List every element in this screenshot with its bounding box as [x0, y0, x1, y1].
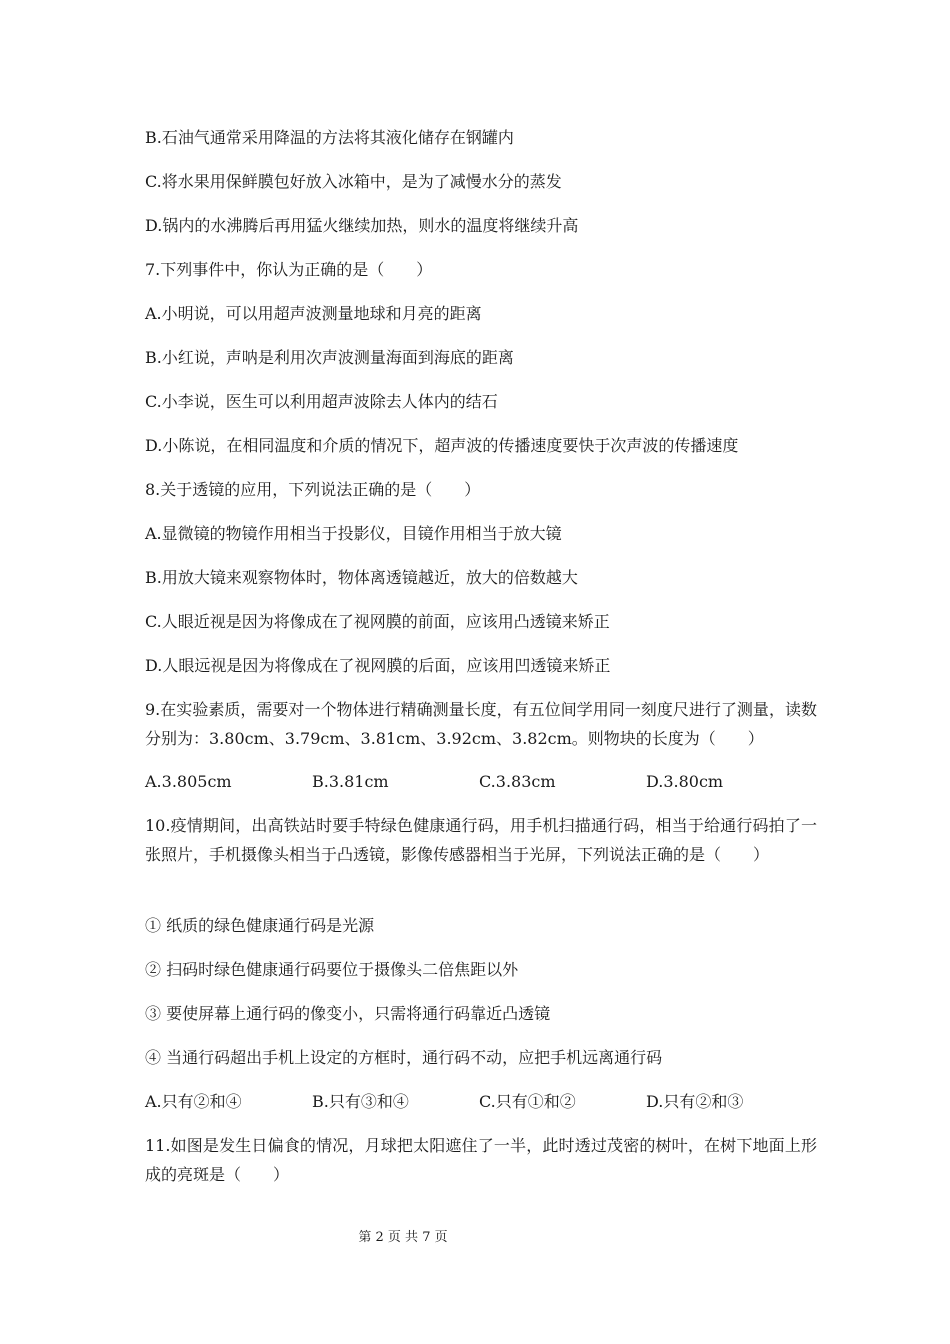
q9-options: [145, 771, 825, 793]
q8-option-a: A.显微镜的物镜作用相当于投影仪，目镜作用相当于放大镜: [145, 524, 562, 543]
q9-stem: 9.在实验素质，需要对一个物体进行精确测量长度，有五位间学用同一刻度尺进行了测量，读数分别为：3.80cm、3.79cm、3.81cm、3.92cm、3.82cm。则物块的长度为（ ）: [145, 700, 817, 748]
q11-stem: 11.如图是发生日偏食的情况，月球把太阳遮住了一半，此时透过茂密的树叶，在树下地面上形成的亮斑是（ ）: [145, 1136, 817, 1184]
q10-option-c: C.只有①和②: [479, 1092, 576, 1111]
q8-stem: 8.关于透镜的应用，下列说法正确的是（ ）: [145, 480, 481, 499]
q6-option-c: C.将水果用保鲜膜包好放入冰箱中，是为了减慢水分的蒸发: [145, 172, 562, 191]
q6-option-b: B.石油气通常采用降温的方法将其液化储存在钢罐内: [145, 128, 514, 147]
q8-option-c: C.人眼近视是因为将像成在了视网膜的前面，应该用凸透镜来矫正: [145, 612, 610, 631]
q8-option-b: B.用放大镜来观察物体时，物体离透镜越近，放大的倍数越大: [145, 568, 578, 587]
q10-statement-1: ① 纸质的绿色健康通行码是光源: [145, 916, 375, 935]
q7-option-c: C.小李说，医生可以利用超声波除去人体内的结石: [145, 392, 498, 411]
page-footer: 第 2 页 共 7 页: [358, 1230, 448, 1245]
q9-option-a: A.3.805cm: [145, 772, 232, 791]
q10-options: [145, 1091, 825, 1113]
q9-option-d: D.3.80cm: [646, 772, 724, 791]
q10-statement-3: ③ 要使屏幕上通行码的像变小，只需将通行码靠近凸透镜: [145, 1004, 551, 1023]
q10-statement-2: ② 扫码时绿色健康通行码要位于摄像头二倍焦距以外: [145, 960, 519, 979]
q7-option-d: D.小陈说，在相同温度和介质的情况下，超声波的传播速度要快于次声波的传播速度: [145, 436, 739, 455]
q9-option-c: C.3.83cm: [479, 772, 556, 791]
q10-option-d: D.只有②和③: [646, 1092, 744, 1111]
q10-option-a: A.只有②和④: [145, 1092, 242, 1111]
q7-option-b: B.小红说，声呐是利用次声波测量海面到海底的距离: [145, 348, 514, 367]
q10-stem: 10.疫情期间，出高铁站时要手特绿色健康通行码，用手机扫描通行码，相当于给通行码拍了一张照片，手机摄像头相当于凸透镜，影像传感器相当于光屏，下列说法正确的是（ ）: [145, 816, 817, 864]
q7-option-a: A.小明说，可以用超声波测量地球和月亮的距离: [145, 304, 482, 323]
q9-option-b: B.3.81cm: [312, 772, 389, 791]
q10-option-b: B.只有③和④: [312, 1092, 409, 1111]
q7-stem: 7.下列事件中，你认为正确的是（ ）: [145, 260, 433, 279]
q6-option-d: D.锅内的水沸腾后再用猛火继续加热，则水的温度将继续升高: [145, 216, 579, 235]
q10-statement-4: ④ 当通行码超出手机上设定的方框时，通行码不动，应把手机远离通行码: [145, 1048, 663, 1067]
q8-option-d: D.人眼远视是因为将像成在了视网膜的后面，应该用凹透镜来矫正: [145, 656, 611, 675]
